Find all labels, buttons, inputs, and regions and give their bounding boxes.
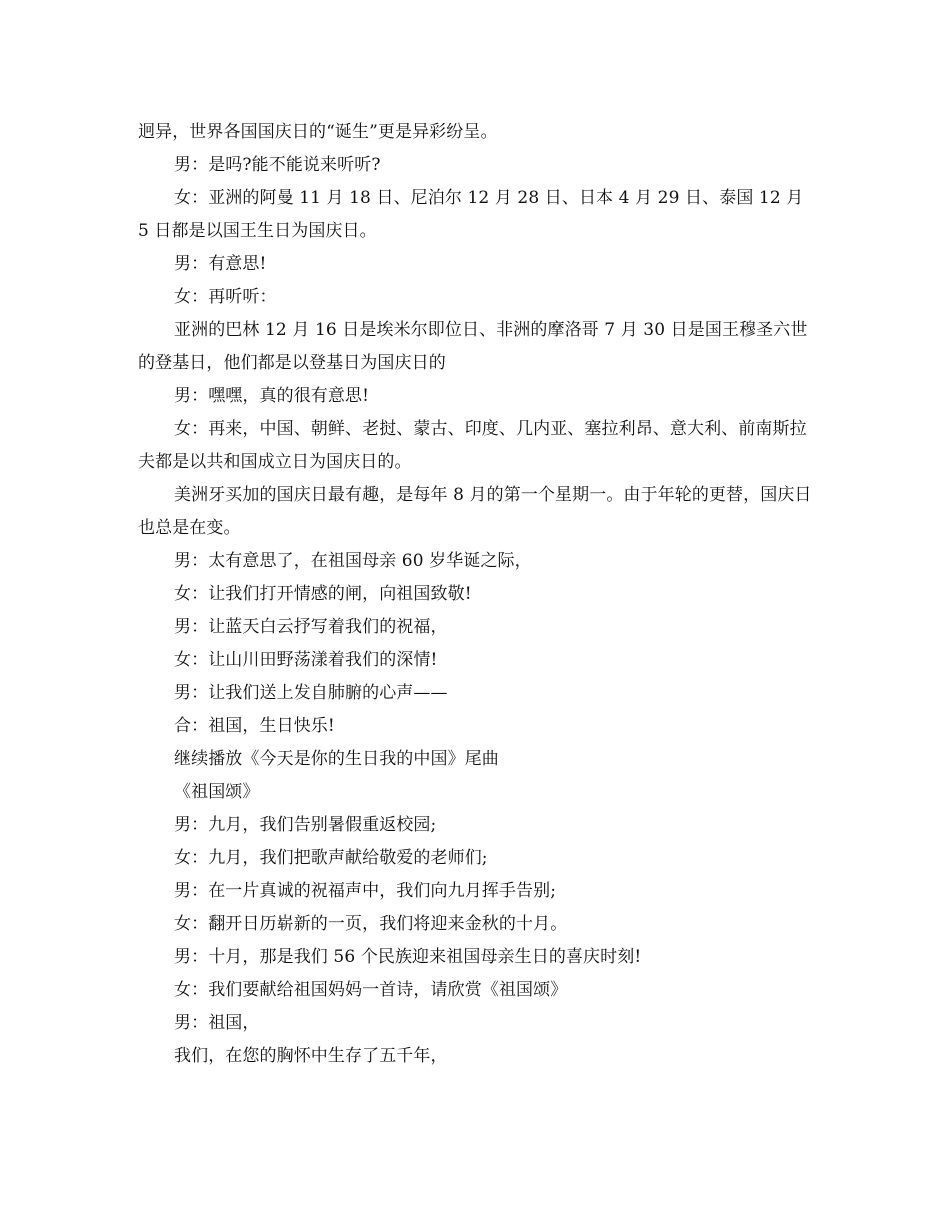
dialogue-line: 合：祖国，生日快乐! [174, 716, 335, 736]
stage-direction: 继续播放《今天是你的生日我的中国》尾曲 [174, 749, 499, 769]
dialogue-line: 女：九月，我们把歌声献给敬爱的老师们; [174, 848, 488, 868]
dialogue-line: 男：是吗?能不能说来听听? [174, 155, 381, 175]
section-title: 《祖国颂》 [174, 782, 260, 802]
dialogue-line: 女：让山川田野荡漾着我们的深情! [174, 650, 438, 670]
dialogue-line: 男：祖国， [174, 1013, 260, 1033]
dialogue-line: 男：有意思! [174, 254, 267, 274]
poem-line: 我们，在您的胸怀中生存了五千年， [174, 1046, 448, 1066]
dialogue-line: 女：亚洲的阿曼 11 月 18 日、尼泊尔 12 月 28 日、日本 4 月 29 日、泰国 12 月 5 日都是以国王生日为国庆日。 [138, 188, 804, 241]
dialogue-line: 男：嘿嘿，真的很有意思! [174, 386, 370, 406]
dialogue-line: 男：让蓝天白云抒写着我们的祝福， [174, 617, 448, 637]
narration-paragraph: 亚洲的巴林 12 月 16 日是埃米尔即位日、非洲的摩洛哥 7 月 30 日是国王穆圣六世的登基日，他们都是以登基日为国庆日的 [138, 320, 808, 373]
paragraph-continuation: 迥异，世界各国国庆日的“诞生”更是异彩纷呈。 [138, 122, 498, 142]
dialogue-line: 女：我们要献给祖国妈妈一首诗，请欣赏《祖国颂》 [174, 980, 568, 1000]
dialogue-line: 女：翻开日历崭新的一页，我们将迎来金秋的十月。 [174, 914, 568, 934]
dialogue-line: 女：再来，中国、朝鲜、老挝、蒙古、印度、几内亚、塞拉利昂、意大利、前南斯拉夫都是以共和国成立日为国庆日的。 [138, 419, 807, 472]
dialogue-line: 男：太有意思了，在祖国母亲 60 岁华诞之际， [174, 551, 532, 571]
dialogue-line: 男：十月，那是我们 56 个民族迎来祖国母亲生日的喜庆时刻! [174, 947, 642, 967]
document-body [138, 116, 812, 1073]
dialogue-line: 女：再听听： [174, 287, 277, 307]
dialogue-line: 男：在一片真诚的祝福声中，我们向九月挥手告别; [174, 881, 557, 901]
narration-paragraph: 美洲牙买加的国庆日最有趣，是每年 8 月的第一个星期一。由于年轮的更替，国庆日也总是在变。 [138, 485, 812, 538]
dialogue-line: 男：让我们送上发自肺腑的心声—— [174, 683, 448, 703]
dialogue-line: 男：九月，我们告别暑假重返校园; [174, 815, 437, 835]
dialogue-line: 女：让我们打开情感的闸，向祖国致敬! [174, 584, 472, 604]
